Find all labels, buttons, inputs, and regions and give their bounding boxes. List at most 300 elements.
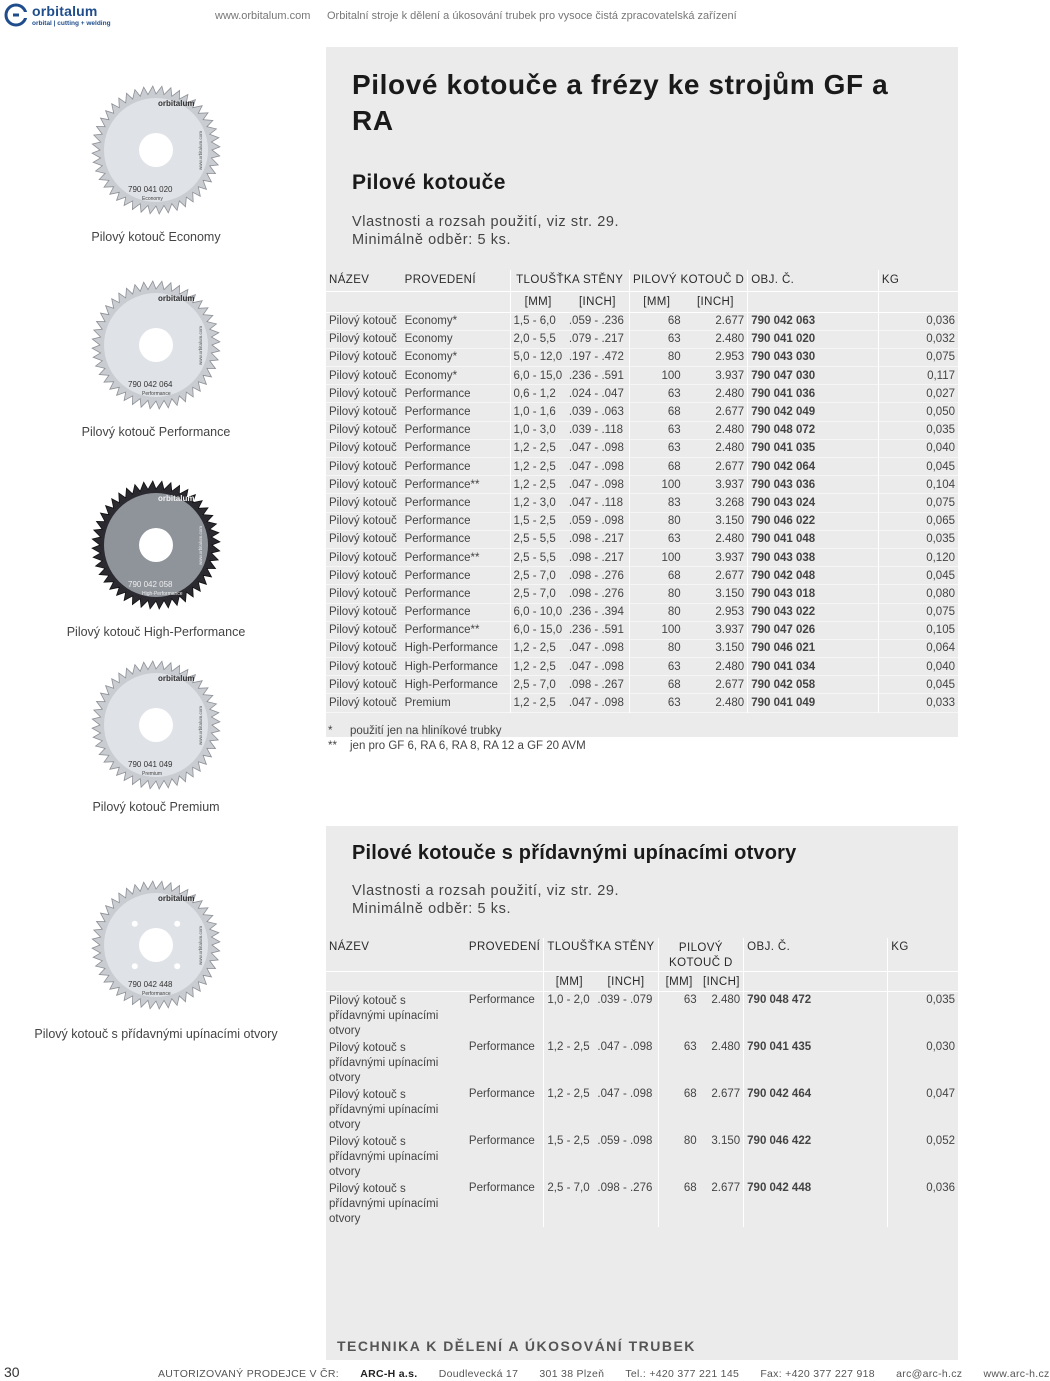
cell-diameter-inch: 2.677 xyxy=(684,567,748,585)
col-header-kg: KG xyxy=(878,270,958,291)
cell-diameter-mm: 63 xyxy=(667,660,681,673)
section-description xyxy=(352,213,619,249)
cell-type: Performance xyxy=(466,992,544,1040)
cell-thickness-inch: .236 - .394 xyxy=(566,603,630,621)
col-header-name: NÁZEV xyxy=(326,270,402,291)
table-row xyxy=(326,1180,958,1227)
col-header-order-no: OBJ. Č. xyxy=(744,938,888,972)
cell-diameter-mm: 63 xyxy=(667,387,681,400)
table-row xyxy=(326,367,958,385)
table-row xyxy=(326,694,958,712)
table-row xyxy=(326,530,958,548)
cell-diameter-mm: 80 xyxy=(667,351,681,364)
logo-name: orbitalum xyxy=(32,3,98,19)
cell-name: Pilový kotouč xyxy=(329,315,397,328)
cell-weight-kg: 0,040 xyxy=(926,660,955,673)
cell-thickness-mm: 6,0 - 15,0 xyxy=(513,624,563,637)
table-body xyxy=(326,992,958,1228)
cell-name: Pilový kotouč xyxy=(329,533,397,546)
blade-web-print: www.orbitalum.com xyxy=(198,325,203,365)
cell-order-no: 790 042 049 xyxy=(748,403,879,421)
cell-diameter-mm: 80 xyxy=(667,515,681,528)
cell-type: Performance xyxy=(402,585,510,603)
cell-thickness-mm: 0,6 - 1,2 xyxy=(513,387,556,400)
cell-weight-kg: 0,040 xyxy=(926,442,955,455)
cell-order-no: 790 041 035 xyxy=(748,439,879,457)
cell-order-no: 790 043 024 xyxy=(748,494,879,512)
cell-order-no: 790 046 422 xyxy=(744,1133,888,1180)
footnote xyxy=(328,724,586,739)
cell-diameter-inch: 2.480 xyxy=(684,658,748,676)
table-row xyxy=(326,603,958,621)
table-row xyxy=(326,658,958,676)
section-description xyxy=(352,882,619,918)
col-subheader-inch: [INCH] xyxy=(594,972,658,992)
cell-weight-kg: 0,117 xyxy=(927,369,955,382)
col-subheader-inch: [INCH] xyxy=(700,972,744,992)
cell-name: Pilový kotouč xyxy=(329,496,397,509)
cell-thickness-inch: .236 - .591 xyxy=(566,621,630,639)
table-row xyxy=(326,439,958,457)
saw-blade-image xyxy=(88,657,224,793)
cell-weight-kg: 0,050 xyxy=(926,406,955,419)
cell-thickness-mm: 1,2 - 2,5 xyxy=(513,660,556,673)
blade-caption: Pilový kotouč s přídavnými upínacími otvory xyxy=(34,1027,278,1041)
table-row xyxy=(326,621,958,639)
dealer-web-link[interactable]: www.arc-h.cz xyxy=(983,1368,1050,1380)
cell-order-no: 790 041 435 xyxy=(744,1039,888,1086)
cell-order-no: 790 042 448 xyxy=(744,1180,888,1227)
blade-number-print: 790 042 064 xyxy=(128,380,173,389)
cell-name: Pilový kotouč xyxy=(329,351,397,364)
cell-thickness-mm: 2,5 - 5,5 xyxy=(513,551,556,564)
cell-type: Performance xyxy=(402,421,510,439)
cell-weight-kg: 0,036 xyxy=(926,315,955,328)
cell-order-no: 790 041 036 xyxy=(748,385,879,403)
cell-type: Performance xyxy=(466,1133,544,1180)
cell-thickness-inch: .197 - .472 xyxy=(566,348,630,366)
section-heading: Pilové kotouče xyxy=(352,171,506,194)
cell-thickness-inch: .047 - .098 xyxy=(566,694,630,712)
cell-order-no: 790 043 022 xyxy=(748,603,879,621)
cell-weight-kg: 0,075 xyxy=(926,351,955,364)
table-row xyxy=(326,548,958,566)
cell-diameter-inch: 3.150 xyxy=(684,639,748,657)
footnote xyxy=(328,739,586,754)
table-row xyxy=(326,512,958,530)
cell-type: Performance xyxy=(402,439,510,457)
footnote-mark: ** xyxy=(328,740,337,752)
cell-thickness-mm: 1,5 - 6,0 xyxy=(513,315,556,328)
cell-thickness-inch: .047 - .098 xyxy=(566,439,630,457)
header-tagline: Orbitalní stroje k dělení a úkosování trubek pro vysoce čistá zpracovatelská zařízení xyxy=(327,10,737,22)
cell-type: High-Performance xyxy=(402,658,510,676)
table-row xyxy=(326,458,958,476)
desc-line: Minimálně odběr: 5 ks. xyxy=(352,901,512,917)
cell-order-no: 790 046 022 xyxy=(748,512,879,530)
cell-thickness-mm: 2,5 - 7,0 xyxy=(547,1182,590,1194)
cell-weight-kg: 0,120 xyxy=(926,551,955,564)
dealer-street: Doudlevecká 17 xyxy=(438,1368,519,1380)
cell-weight-kg: 0,064 xyxy=(926,642,955,655)
cell-order-no: 790 043 030 xyxy=(748,348,879,366)
cell-order-no: 790 046 021 xyxy=(748,639,879,657)
table-row xyxy=(326,639,958,657)
cell-diameter-mm: 63 xyxy=(667,697,681,710)
cell-thickness-inch: .059 - .098 xyxy=(594,1133,658,1180)
blade-variant-print: Performance xyxy=(142,391,171,397)
table-row xyxy=(326,403,958,421)
cell-diameter-inch: 3.937 xyxy=(684,548,748,566)
cell-diameter-mm: 100 xyxy=(661,478,681,491)
cell-thickness-mm: 2,5 - 5,5 xyxy=(513,533,556,546)
cell-diameter-inch: 2.480 xyxy=(700,1039,744,1086)
table-row xyxy=(326,567,958,585)
cell-diameter-mm: 100 xyxy=(661,551,681,564)
cell-diameter-inch: 3.937 xyxy=(684,367,748,385)
cell-name: Pilový kotouč xyxy=(329,678,397,691)
cell-thickness-mm: 5,0 - 12,0 xyxy=(513,351,563,364)
table-row xyxy=(326,1133,958,1180)
cell-diameter-mm: 83 xyxy=(667,496,681,509)
blade-brand-print: orbitalum xyxy=(158,494,195,503)
cell-thickness-inch: .236 - .591 xyxy=(566,367,630,385)
cell-diameter-mm: 63 xyxy=(683,994,697,1006)
table-body xyxy=(326,312,958,712)
cell-thickness-inch: .047 - .098 xyxy=(566,639,630,657)
blade-brand-print: orbitalum xyxy=(158,674,195,683)
cell-type: Economy* xyxy=(402,348,510,366)
footnotes xyxy=(328,724,586,754)
table-row xyxy=(326,585,958,603)
site-url-link[interactable]: www.orbitalum.com xyxy=(215,10,311,22)
desc-line: Vlastnosti a rozsah použití, viz str. 29. xyxy=(352,883,620,899)
dealer-city: 301 38 Plzeň xyxy=(539,1368,605,1380)
cell-order-no: 790 047 026 xyxy=(748,621,879,639)
cell-order-no: 790 041 048 xyxy=(748,530,879,548)
cell-diameter-mm: 68 xyxy=(667,678,681,691)
cell-diameter-inch: 3.268 xyxy=(684,494,748,512)
blade-web-print: www.orbitalum.com xyxy=(198,925,203,965)
cell-thickness-mm: 1,2 - 2,5 xyxy=(513,460,556,473)
cell-weight-kg: 0,030 xyxy=(926,1041,955,1053)
cell-type: High-Performance xyxy=(402,676,510,694)
col-subheader-mm: [MM] xyxy=(629,291,683,312)
cell-thickness-inch: .039 - .063 xyxy=(566,403,630,421)
cell-name: Pilový kotouč xyxy=(329,515,397,528)
table-row xyxy=(326,676,958,694)
cell-diameter-inch: 2.677 xyxy=(684,676,748,694)
table-row xyxy=(326,1039,958,1086)
cell-order-no: 790 041 020 xyxy=(748,330,879,348)
desc-line: Minimálně odběr: 5 ks. xyxy=(352,232,512,248)
cell-diameter-inch: 3.150 xyxy=(684,585,748,603)
cell-type: Performance xyxy=(402,512,510,530)
cell-order-no: 790 042 063 xyxy=(748,312,879,330)
cell-weight-kg: 0,104 xyxy=(926,478,955,491)
cell-weight-kg: 0,032 xyxy=(926,333,955,346)
cell-order-no: 790 042 058 xyxy=(748,676,879,694)
cell-name: Pilový kotouč xyxy=(329,551,397,564)
dealer-name: ARC-H a.s. xyxy=(360,1368,418,1380)
cell-diameter-inch: 2.480 xyxy=(684,530,748,548)
cell-thickness-mm: 2,5 - 7,0 xyxy=(513,678,556,691)
cell-thickness-inch: .098 - .276 xyxy=(566,567,630,585)
cell-weight-kg: 0,075 xyxy=(926,606,955,619)
cell-thickness-mm: 1,2 - 2,5 xyxy=(513,642,556,655)
footer-band-title: TECHNIKA K DĚLENÍ A ÚKOSOVÁNÍ TRUBEK xyxy=(337,1338,696,1354)
cell-weight-kg: 0,052 xyxy=(926,1135,955,1147)
col-subheader-mm: [MM] xyxy=(544,972,594,992)
cell-thickness-mm: 1,0 - 2,0 xyxy=(547,994,590,1006)
cell-thickness-mm: 6,0 - 10,0 xyxy=(513,606,563,619)
cell-thickness-mm: 1,2 - 2,5 xyxy=(547,1041,590,1053)
cell-diameter-mm: 63 xyxy=(667,333,681,346)
dealer-fax: Fax: +420 377 227 918 xyxy=(760,1368,875,1380)
cell-order-no: 790 042 048 xyxy=(748,567,879,585)
blade-caption: Pilový kotouč Performance xyxy=(81,425,231,439)
saw-blade-image xyxy=(88,477,224,613)
cell-weight-kg: 0,075 xyxy=(926,496,955,509)
cell-type: High-Performance xyxy=(402,639,510,657)
cell-thickness-mm: 1,2 - 2,5 xyxy=(513,697,556,710)
col-header-blade-d: PILOVÝ KOTOUČ D xyxy=(629,270,747,291)
blade-variant-print: High-Performance xyxy=(142,591,183,597)
cell-thickness-mm: 1,2 - 3,0 xyxy=(513,496,556,509)
col-header-thickness: TLOUŠŤKA STĚNY xyxy=(510,270,629,291)
cell-diameter-inch: 2.677 xyxy=(700,1086,744,1133)
col-header-kg: KG xyxy=(888,938,958,972)
cell-order-no: 790 048 472 xyxy=(744,992,888,1040)
col-header-order-no: OBJ. Č. xyxy=(748,270,879,291)
cell-name: Pilový kotouč xyxy=(329,406,397,419)
cell-diameter-inch: 2.953 xyxy=(684,603,748,621)
cell-thickness-inch: .079 - .217 xyxy=(566,330,630,348)
cell-name: Pilový kotouč xyxy=(329,569,397,582)
cell-weight-kg: 0,035 xyxy=(926,994,955,1006)
cell-diameter-inch: 2.677 xyxy=(684,403,748,421)
blade-caption: Pilový kotouč Premium xyxy=(92,800,220,814)
cell-name: Pilový kotouč xyxy=(329,460,397,473)
cell-type: Performance xyxy=(402,403,510,421)
section-saw-blades-extra-holes xyxy=(326,826,958,1360)
dealer-label: AUTORIZOVANÝ PRODEJCE V ČR: xyxy=(158,1368,339,1380)
table-row xyxy=(326,421,958,439)
blade-web-print: www.orbitalum.com xyxy=(198,525,203,565)
cell-thickness-inch: .024 - .047 xyxy=(566,385,630,403)
cell-weight-kg: 0,035 xyxy=(926,424,955,437)
cell-name: Pilový kotouč s přídavnými upínacími otvory xyxy=(329,995,439,1037)
cell-type: Performance xyxy=(402,603,510,621)
orbitalum-logo[interactable] xyxy=(4,2,124,30)
cell-thickness-mm: 1,0 - 1,6 xyxy=(513,406,556,419)
footnote-text: jen pro GF 6, RA 6, RA 8, RA 12 a GF 20 AVM xyxy=(350,740,586,752)
col-subheader-mm: [MM] xyxy=(658,972,700,992)
logo-tagline: orbital | cutting + welding xyxy=(32,20,111,27)
cell-thickness-inch: .098 - .267 xyxy=(566,676,630,694)
cell-diameter-mm: 68 xyxy=(683,1088,697,1100)
cell-diameter-mm: 68 xyxy=(667,569,681,582)
cell-name: Pilový kotouč s přídavnými upínacími otvory xyxy=(329,1042,439,1084)
cell-name: Pilový kotouč xyxy=(329,660,397,673)
cell-type: Performance xyxy=(402,530,510,548)
col-subheader-mm: [MM] xyxy=(510,291,566,312)
cell-thickness-inch: .047 - .098 xyxy=(566,458,630,476)
table-row xyxy=(326,476,958,494)
saw-blade-image xyxy=(88,877,224,1013)
blade-variant-print: Economy xyxy=(142,196,163,202)
blade-variant-print: Premium xyxy=(142,771,163,777)
cell-weight-kg: 0,105 xyxy=(926,624,955,637)
cell-weight-kg: 0,047 xyxy=(926,1088,955,1100)
cell-thickness-mm: 2,5 - 7,0 xyxy=(513,569,556,582)
cell-thickness-inch: .059 - .098 xyxy=(566,512,630,530)
cell-type: Performance** xyxy=(402,548,510,566)
saw-blades-extra-holes-table xyxy=(326,938,958,1227)
cell-diameter-inch: 2.480 xyxy=(684,694,748,712)
cell-name: Pilový kotouč s přídavnými upínacími otvory xyxy=(329,1136,439,1178)
cell-type: Performance xyxy=(402,385,510,403)
page-title: Pilové kotouče a frézy ke strojům GF a RA xyxy=(352,69,889,136)
cell-weight-kg: 0,045 xyxy=(926,678,955,691)
cell-order-no: 790 043 018 xyxy=(748,585,879,603)
blade-number-print: 790 041 049 xyxy=(128,760,173,769)
section-heading: Pilové kotouče s přídavnými upínacími otvory xyxy=(352,842,797,864)
cell-diameter-inch: 3.937 xyxy=(684,476,748,494)
cell-order-no: 790 041 034 xyxy=(748,658,879,676)
cell-weight-kg: 0,027 xyxy=(926,387,955,400)
cell-type: Performance xyxy=(402,494,510,512)
cell-type: Performance xyxy=(466,1039,544,1086)
cell-diameter-mm: 80 xyxy=(667,642,681,655)
saw-blade-image xyxy=(88,82,224,218)
cell-order-no: 790 042 064 xyxy=(748,458,879,476)
cell-name: Pilový kotouč xyxy=(329,369,397,382)
cell-name: Pilový kotouč xyxy=(329,333,397,346)
table-row xyxy=(326,348,958,366)
cell-thickness-inch: .047 - .098 xyxy=(566,658,630,676)
saw-blade-image xyxy=(88,277,224,413)
cell-order-no: 790 042 464 xyxy=(744,1086,888,1133)
cell-name: Pilový kotouč xyxy=(329,624,397,637)
cell-thickness-mm: 6,0 - 15,0 xyxy=(513,369,563,382)
cell-name: Pilový kotouč xyxy=(329,642,397,655)
cell-diameter-mm: 63 xyxy=(667,424,681,437)
blade-variant-print: Performance xyxy=(142,991,171,997)
cell-order-no: 790 043 036 xyxy=(748,476,879,494)
dealer-email-link[interactable]: arc@arc-h.cz xyxy=(896,1368,963,1380)
cell-type: Performance** xyxy=(402,621,510,639)
cell-thickness-inch: .098 - .217 xyxy=(566,530,630,548)
blade-caption: Pilový kotouč Economy xyxy=(91,230,221,244)
cell-order-no: 790 041 049 xyxy=(748,694,879,712)
cell-weight-kg: 0,036 xyxy=(926,1182,955,1194)
cell-name: Pilový kotouč xyxy=(329,478,397,491)
cell-order-no: 790 048 072 xyxy=(748,421,879,439)
cell-type: Performance xyxy=(402,567,510,585)
cell-thickness-mm: 1,5 - 2,5 xyxy=(547,1135,590,1147)
cell-diameter-inch: 2.953 xyxy=(684,348,748,366)
cell-diameter-inch: 2.480 xyxy=(684,439,748,457)
blade-caption: Pilový kotouč High-Performance xyxy=(66,625,246,639)
cell-thickness-mm: 1,2 - 2,5 xyxy=(547,1088,590,1100)
cell-thickness-inch: .039 - .079 xyxy=(594,992,658,1040)
blade-number-print: 790 042 448 xyxy=(128,980,173,989)
table-row xyxy=(326,494,958,512)
cell-name: Pilový kotouč xyxy=(329,442,397,455)
footer-band xyxy=(326,1332,958,1358)
cell-name: Pilový kotouč s přídavnými upínacími otvory xyxy=(329,1183,439,1225)
cell-thickness-mm: 1,5 - 2,5 xyxy=(513,515,556,528)
cell-diameter-mm: 100 xyxy=(661,369,681,382)
cell-diameter-mm: 80 xyxy=(683,1135,697,1147)
cell-weight-kg: 0,065 xyxy=(926,515,955,528)
blade-number-print: 790 042 058 xyxy=(128,580,173,589)
cell-thickness-mm: 2,5 - 7,0 xyxy=(513,587,556,600)
cell-weight-kg: 0,045 xyxy=(926,569,955,582)
dealer-phone: Tel.: +420 377 221 145 xyxy=(625,1368,740,1380)
cell-type: Economy xyxy=(402,330,510,348)
cell-diameter-inch: 2.480 xyxy=(684,385,748,403)
footnote-text: použití jen na hliníkové trubky xyxy=(350,725,502,737)
blade-brand-print: orbitalum xyxy=(158,294,195,303)
cell-diameter-mm: 63 xyxy=(667,533,681,546)
table-row xyxy=(326,385,958,403)
cell-diameter-mm: 68 xyxy=(667,406,681,419)
cell-type: Performance xyxy=(466,1180,544,1227)
cell-diameter-inch: 2.677 xyxy=(684,312,748,330)
cell-name: Pilový kotouč xyxy=(329,606,397,619)
cell-thickness-inch: .059 - .236 xyxy=(566,312,630,330)
cell-order-no: 790 043 038 xyxy=(748,548,879,566)
desc-line: Vlastnosti a rozsah použití, viz str. 29. xyxy=(352,214,620,230)
page-number: 30 xyxy=(4,1364,20,1380)
cell-diameter-mm: 63 xyxy=(683,1041,697,1053)
col-header-thickness: TLOUŠŤKA STĚNY xyxy=(544,938,658,972)
cell-thickness-mm: 2,0 - 5,5 xyxy=(513,333,556,346)
cell-type: Premium xyxy=(402,694,510,712)
cell-diameter-inch: 2.480 xyxy=(684,421,748,439)
col-subheader-inch: [INCH] xyxy=(566,291,630,312)
cell-type: Performance xyxy=(402,458,510,476)
cell-diameter-inch: 3.150 xyxy=(684,512,748,530)
cell-type: Economy* xyxy=(402,367,510,385)
saw-blades-table xyxy=(326,270,958,713)
cell-name: Pilový kotouč xyxy=(329,424,397,437)
cell-diameter-inch: 3.150 xyxy=(700,1133,744,1180)
blade-number-print: 790 041 020 xyxy=(128,185,173,194)
cell-thickness-inch: .098 - .276 xyxy=(594,1180,658,1227)
cell-name: Pilový kotouč xyxy=(329,697,397,710)
col-subheader-inch: [INCH] xyxy=(684,291,748,312)
cell-thickness-inch: .047 - .118 xyxy=(566,494,630,512)
cell-thickness-inch: .047 - .098 xyxy=(566,476,630,494)
footnote-mark: * xyxy=(328,725,333,737)
cell-thickness-inch: .047 - .098 xyxy=(594,1086,658,1133)
footer-contact xyxy=(158,1368,1050,1380)
blade-brand-print: orbitalum xyxy=(158,894,195,903)
cell-type: Performance** xyxy=(402,476,510,494)
cell-thickness-inch: .047 - .098 xyxy=(594,1039,658,1086)
table-row xyxy=(326,312,958,330)
cell-weight-kg: 0,080 xyxy=(926,587,955,600)
cell-thickness-mm: 1,0 - 3,0 xyxy=(513,424,556,437)
cell-diameter-inch: 2.677 xyxy=(700,1180,744,1227)
cell-thickness-mm: 1,2 - 2,5 xyxy=(513,442,556,455)
cell-name: Pilový kotouč xyxy=(329,587,397,600)
cell-diameter-mm: 68 xyxy=(667,460,681,473)
table-row xyxy=(326,992,958,1040)
